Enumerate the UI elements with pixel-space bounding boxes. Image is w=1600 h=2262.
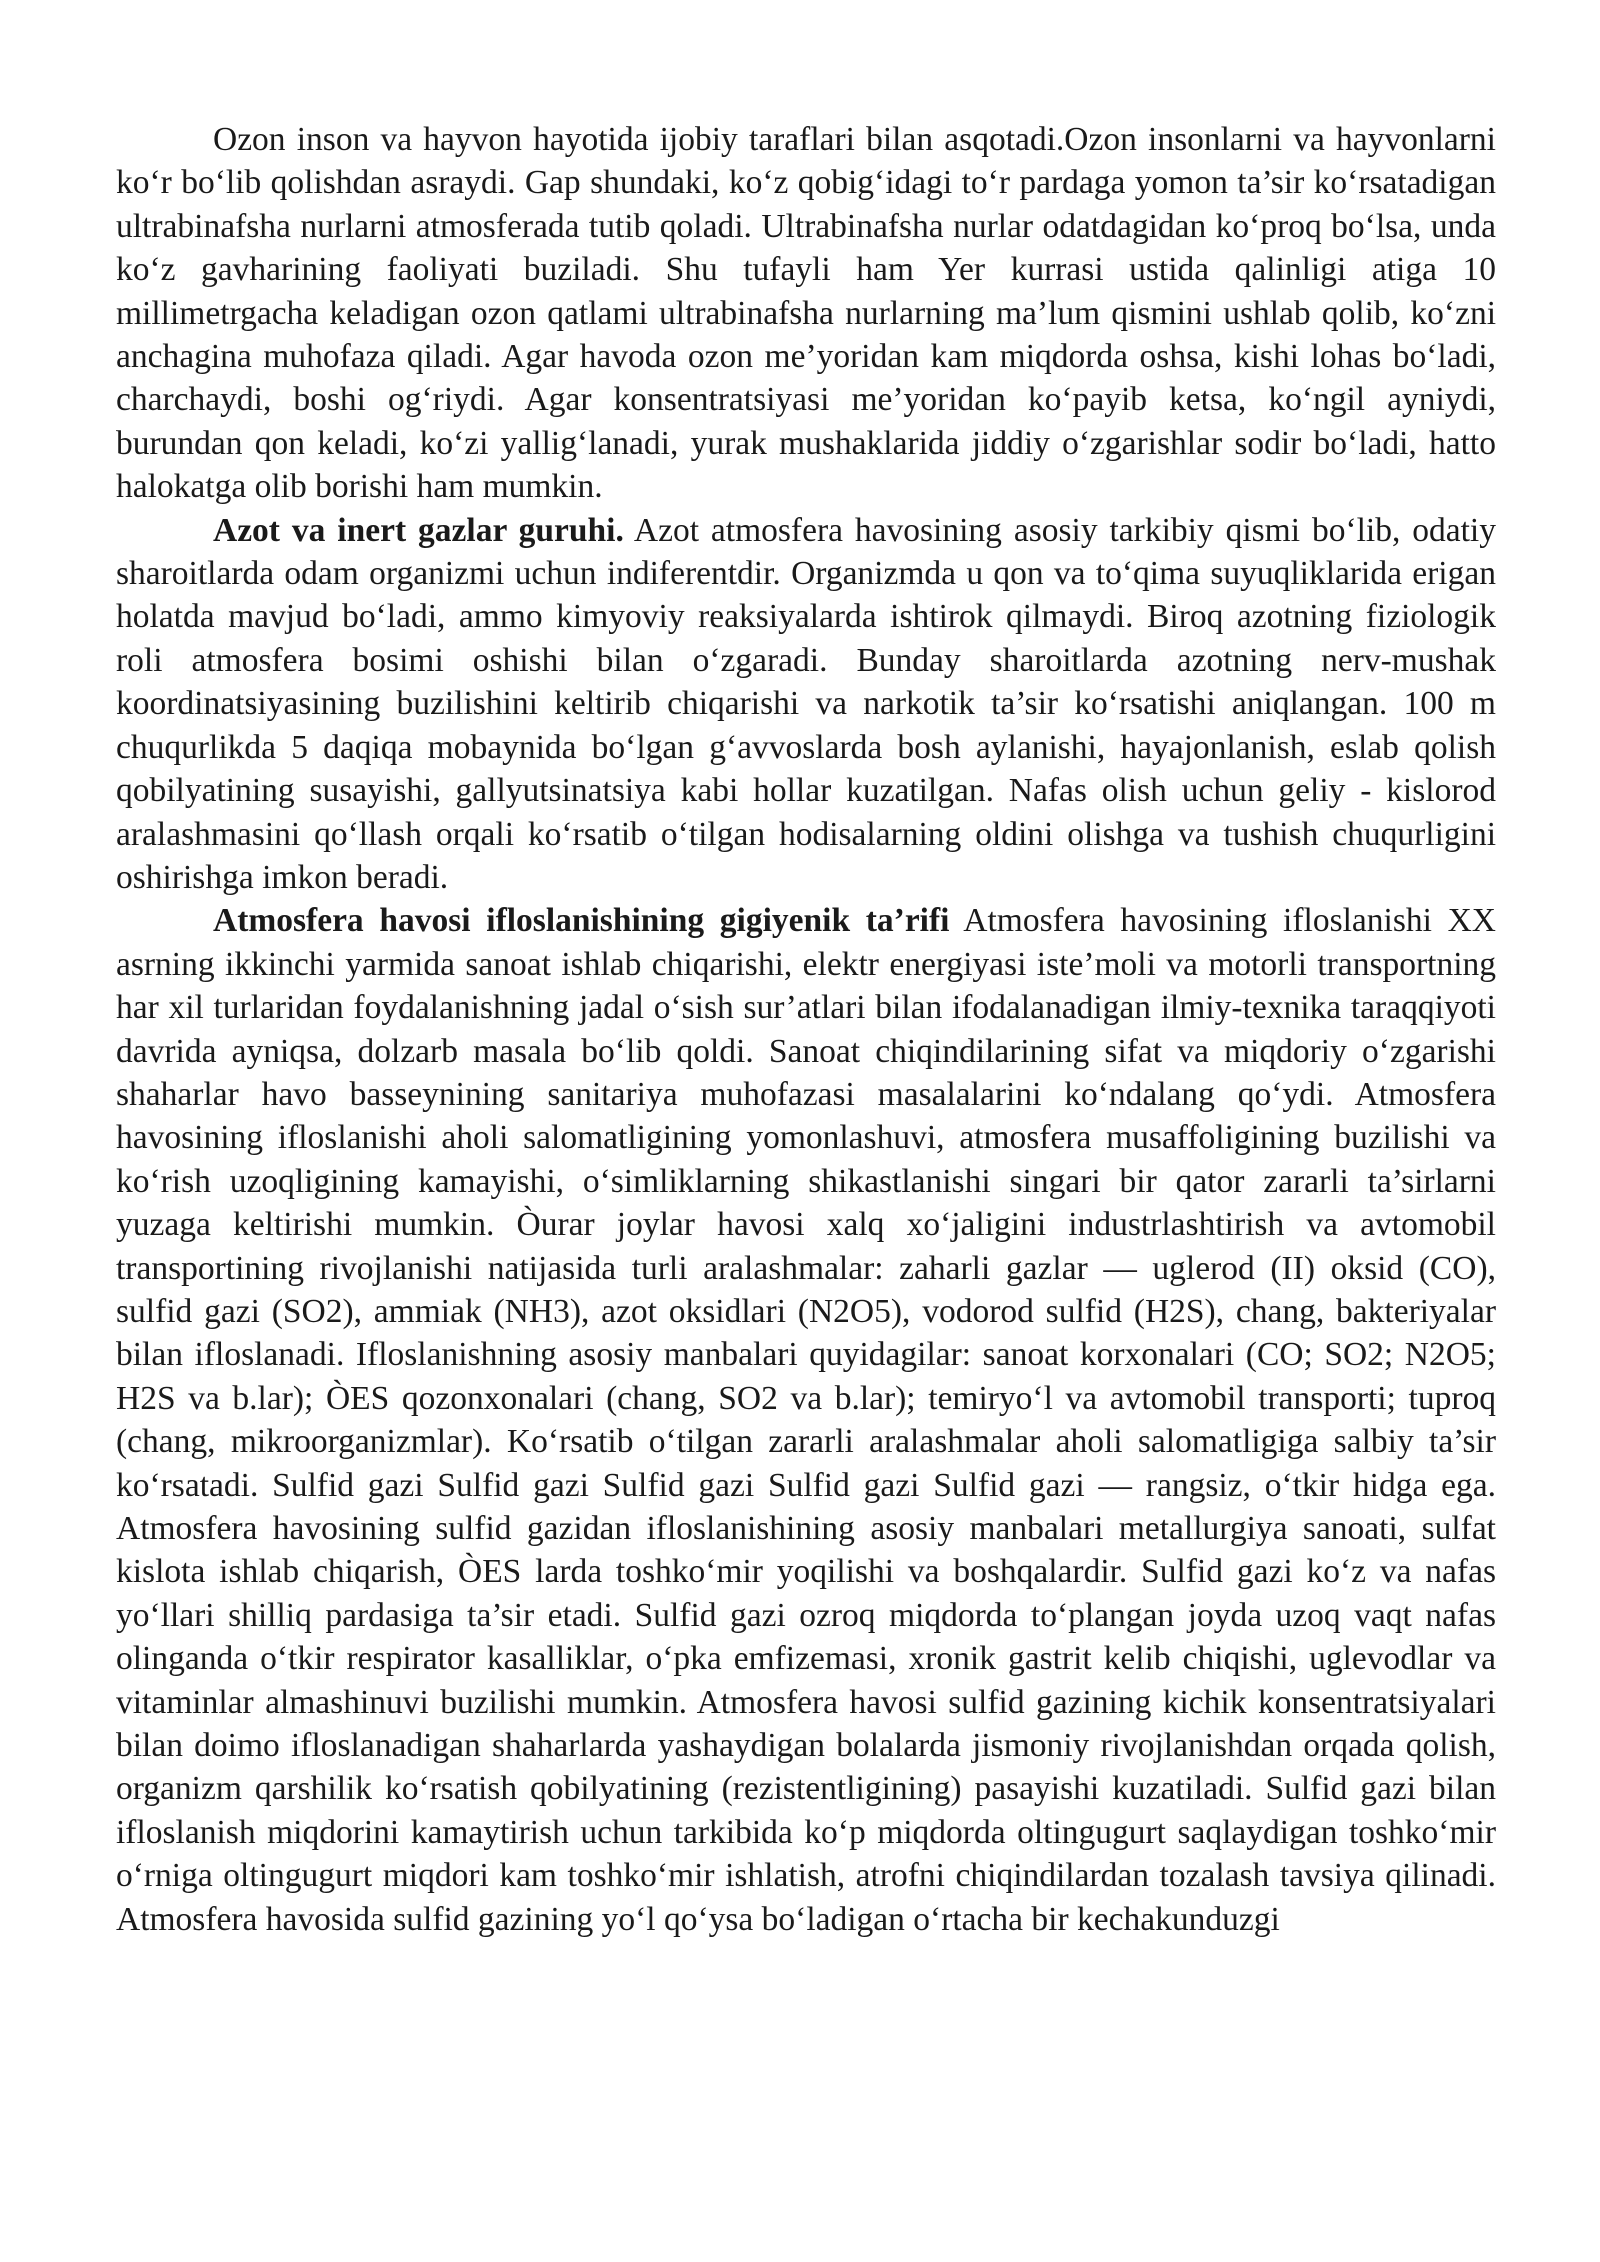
paragraph-text: Atmosfera havosining ifloslanishi XX asrning ikkinchi yarmida sanoat ishlab chiqarishi, elektr energiyasi iste’moli va motorli transportning har xil turlaridan foydalanishning jadal o‘sish sur’atlari bilan ifodalanadigan ilmiy-texnika taraqqiyoti davrida ayniqsa, dolzarb masala bo‘lib qoldi. Sanoat chiqindilarining sifat va miqdoriy o‘zgarishi shaharlar havo basseynining sanitariya muhofazasi masalalarini ko‘ndalang qo‘ydi. Atmosfera havosining ifloslanishi aholi salomatligining yomonlashuvi, atmosfera musaffoligining buzilishi va ko‘rish uzoqligining kamayishi, o‘simliklarning shikastlanishi singari bir qator zararli ta’sirlarni yuzaga keltirishi mumkin. Òurar joylar havosi xalq xo‘jaligini industrlashtirish va avtomobil transportining rivojlanishi natijasida turli aralashmalar: zaharli gazlar — uglerod (II) oksid (CO), sulfid gazi (SO2), ammiak (NH3), azot oksidlari (N2O5), vodorod sulfid (H2S), chang, bakteriyalar bilan ifloslanadi. Ifloslanishning asosiy manbalari quyidagilar: sanoat korxonalari (CO; SO2; N2O5; H2S va b.lar); ÒES qozonxonalari (chang, SO2 va b.lar); temiryo‘l va avtomobil transporti; tuproq (chang, mikroorganizmlar). Ko‘rsatib o‘tilgan zararli aralashmalar aholi salomatligiga salbiy ta’sir ko‘rsatadi. Sulfid gazi Sulfid gazi Sulfid gazi Sulfid gazi Sulfid gazi — rangsiz, o‘tkir hidga ega. Atmosfera havosining sulfid gazidan ifloslanishining asosiy manbalari metallurgiya sanoati, sulfat kislota ishlab chiqarish, ÒES larda toshko‘mir yoqilishi va boshqalardir. Sulfid gazi ko‘z va nafas yo‘llari shilliq pardasiga ta’sir etadi. Sulfid gazi ozroq miqdorda to‘plangan joyda uzoq vaqt nafas olinganda o‘tkir respirator kasalliklar, o‘pka emfizemasi, xronik gastrit kelib chiqishi, uglevodlar va vitaminlar almashinuvi buzilishi mumkin. Atmosfera havosi sulfid gazining kichik konsentratsiyalari bilan doimo ifloslanadigan shaharlarda yashaydigan bolalarda jismoniy rivojlanishdan orqada qolish, organizm qarshilik ko‘rsatish qobilyatining (rezistentligining) pasayishi kuzatiladi. Sulfid gazi bilan ifloslanish miqdorini kamaytirish uchun tarkibida ko‘p miqdorda oltingugurt saqlaydigan toshko‘mir o‘rniga oltingugurt miqdori kam toshko‘mir ishlatish, atrofni chiqindilardan tozalash tavsiya qilinadi. Atmosfera havosida sulfid gazining yo‘l qo‘ysa bo‘ladigan o‘rtacha bir kechakunduzgi bbox=[116, 902, 1497, 1938]
paragraph-azot bbox=[116, 509, 1496, 900]
document-page bbox=[116, 118, 1496, 1941]
paragraph-ozon bbox=[116, 118, 1496, 509]
paragraph-heading: Atmosfera havosi ifloslanishining gigiyenik ta’rifi bbox=[213, 902, 950, 940]
paragraph-heading: Azot va inert gazlar guruhi. bbox=[213, 511, 624, 549]
paragraph-atmosfera bbox=[116, 899, 1496, 1941]
paragraph-text: Ozon inson va hayvon hayotida ijobiy taraflari bilan asqotadi.Ozon insonlarni va hayvonlarni ko‘r bo‘lib qolishdan asraydi. Gap shundaki, ko‘z qobig‘idagi to‘r pardaga yomon ta’sir ko‘rsatadigan ultrabinafsha nurlarni atmosferada tutib qoladi. Ultrabinafsha nurlar odatdagidan ko‘proq bo‘lsa, unda ko‘z gavharining faoliyati buziladi. Shu tufayli ham Yer kurrasi ustida qalinligi atiga 10 millimetrgacha keladigan ozon qatlami ultrabinafsha nurlarning ma’lum qismini ushlab qolib, ko‘zni anchagina muhofaza qiladi. Agar havoda ozon me’yoridan kam miqdorda oshsa, kishi lohas bo‘ladi, charchaydi, boshi og‘riydi. Agar konsentratsiyasi me’yoridan ko‘payib ketsa, ko‘ngil ayniydi, burundan qon keladi, ko‘zi yallig‘lanadi, yurak mushaklarida jiddiy o‘zgarishlar sodir bo‘ladi, hatto halokatga olib borishi ham mumkin. bbox=[116, 121, 1496, 506]
paragraph-text: Azot atmosfera havosining asosiy tarkibiy qismi bo‘lib, odatiy sharoitlarda odam organizmi uchun indiferentdir. Organizmda u qon va to‘qima suyuqliklarida erigan holatda mavjud bo‘ladi, ammo kimyoviy reaksiyalarda ishtirok qilmaydi. Biroq azotning fiziologik roli atmosfera bosimi oshishi bilan o‘zgaradi. Bunday sharoitlarda azotning nerv-mushak koordinatsiyasining buzilishini keltirib chiqarishi va narkotik ta’sir ko‘rsatishi aniqlangan. 100 m chuqurlikda 5 daqiqa mobaynida bo‘lgan g‘avvoslarda bosh aylanishi, hayajonlanish, eslab qolish qobilyatining susayishi, gallyutsinatsiya kabi hollar kuzatilgan. Nafas olish uchun geliy - kislorod aralashmasini qo‘llash orqali ko‘rsatib o‘tilgan hodisalarning oldini olishga va tushish chuqurligini oshirishga imkon beradi. bbox=[116, 511, 1496, 896]
